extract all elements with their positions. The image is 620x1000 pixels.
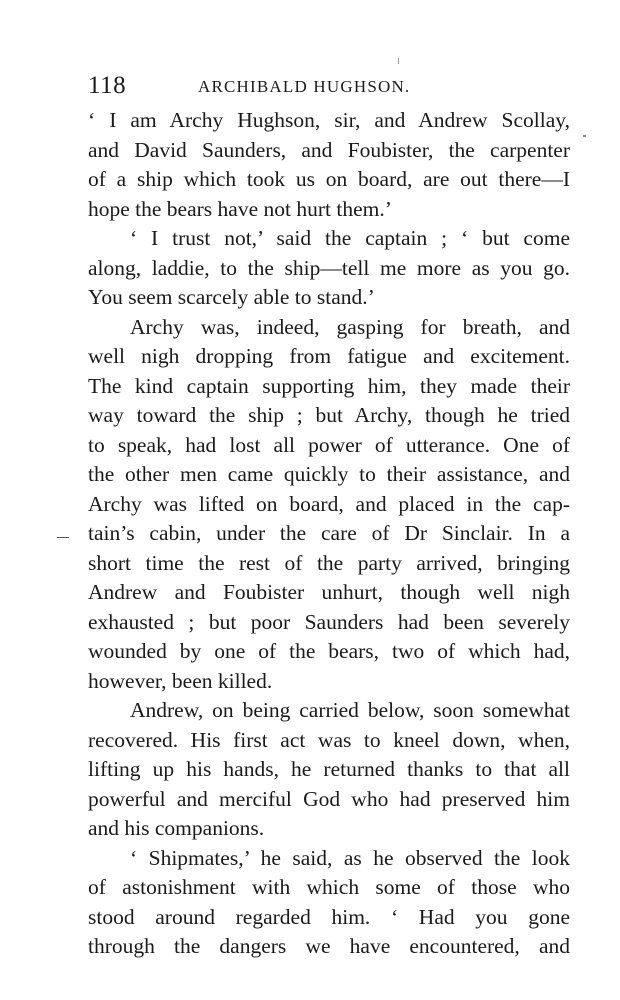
book-page [88, 72, 570, 962]
text-line: ‘ I am Archy Hughson, sir, and Andrew Scollay, [88, 108, 570, 132]
text-line: powerful and merciful God who had preserved him [88, 786, 570, 811]
text-line: ‘ Shipmates,’ he said, as he observed the look [130, 845, 570, 870]
text-line: Andrew and Foubister unhurt, though well nigh [88, 580, 570, 604]
text-line: The kind captain supporting him, they made their [88, 373, 570, 398]
text-line: short time the rest of the party arrived, bringing [88, 550, 570, 575]
text-line: through the dangers we have encountered, and [88, 934, 570, 958]
text-line: Andrew, on being carried below, soon somewhat [130, 698, 570, 722]
text-line: wounded by one of the bears, two of which had, [88, 639, 570, 663]
page-number: 118 [88, 72, 127, 99]
text-line: Archy was lifted on board, and placed in the cap- [88, 491, 570, 516]
text-line: the other men came quickly to their assistance, and [88, 462, 570, 486]
text-line: ‘ I trust not,’ said the captain ; ‘ but come [130, 226, 570, 250]
text-line: of astonishment with which some of those who [88, 875, 570, 899]
text-line: of a ship which took us on board, are out there—I [88, 167, 570, 191]
text-line: recovered. His first act was to kneel down, when, [88, 727, 570, 752]
paper-speck [583, 135, 586, 137]
text-line: tain’s cabin, under the care of Dr Sinclair. In a [88, 521, 570, 545]
running-title: ARCHIBALD HUGHSON. [198, 77, 411, 96]
text-line: however, been killed. [88, 668, 273, 693]
text-line: way toward the ship ; but Archy, though he tried [88, 403, 570, 427]
paper-speck [398, 58, 399, 64]
text-line: well nigh dropping from fatigue and excitement. [88, 344, 570, 368]
body-text [88, 106, 570, 962]
text-line: hope the bears have not hurt them.’ [88, 196, 392, 221]
text-line: along, laddie, to the ship—tell me more as you go. [88, 255, 570, 280]
text-line: Archy was, indeed, gasping for breath, and [130, 314, 570, 339]
text-line: to speak, had lost all power of utterance. One of [88, 432, 570, 457]
margin-mark [57, 537, 69, 538]
text-line: stood around regarded him. ‘ Had you gone [88, 904, 570, 929]
text-line: You seem scarcely able to stand.’ [88, 285, 375, 309]
text-line: lifting up his hands, he returned thanks to that all [88, 757, 570, 781]
text-line: and his companions. [88, 816, 265, 840]
text-line: and David Saunders, and Foubister, the carpenter [88, 137, 570, 162]
running-head [88, 72, 570, 102]
text-line: exhausted ; but poor Saunders had been severely [88, 609, 570, 634]
